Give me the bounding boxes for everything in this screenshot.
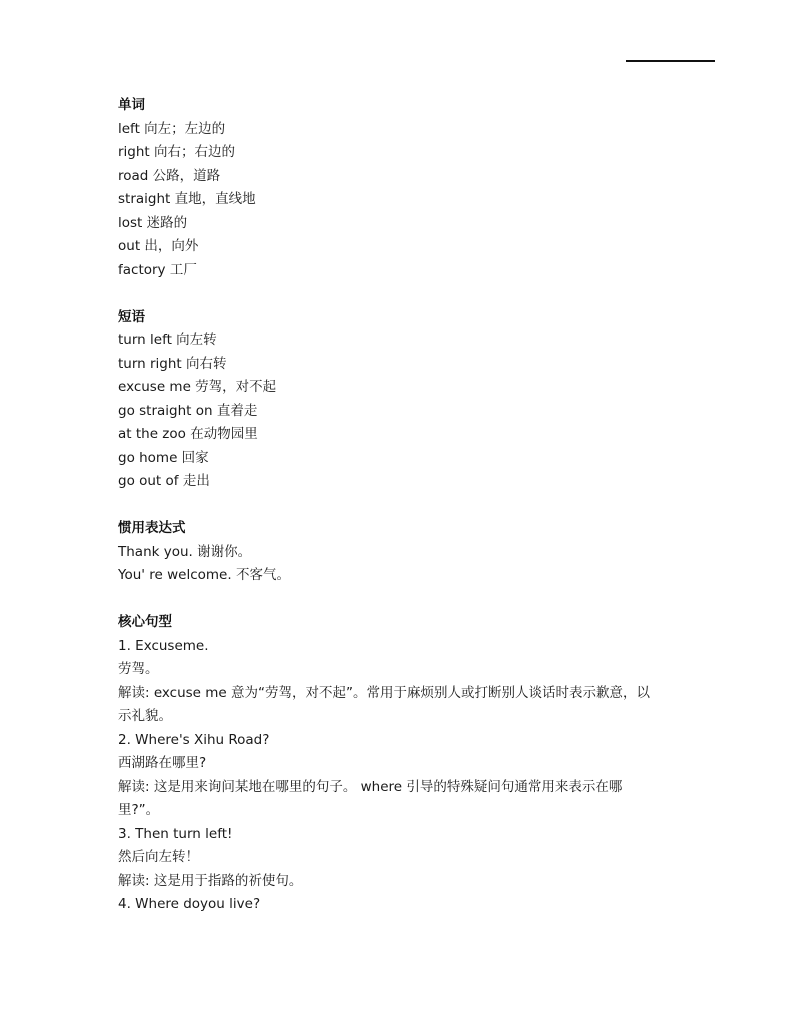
sentence-line: 4. Where doyou live? [118, 896, 261, 912]
phrase-item: go home 回家 [118, 449, 209, 466]
sentence-line: 然后向左转！ [118, 849, 199, 865]
phrase-item: at the zoo 在动物园里 [118, 426, 258, 442]
sentence-line: 劳驾。 [118, 661, 159, 677]
vocab-item: lost 迷路的 [118, 214, 188, 231]
expressions-heading: 惯用表达式 [118, 520, 186, 536]
sentence-line: 解读: 这是用于指路的祈使句。 [118, 872, 303, 889]
vocab-item: factory 工厂 [118, 261, 197, 278]
vocab-item: right 向右；右边的 [118, 144, 236, 160]
expression-item: You' re welcome. 不客气。 [118, 567, 290, 583]
phrase-item: go straight on 直着走 [118, 402, 258, 419]
vocab-item: road 公路，道路 [118, 167, 221, 184]
top-rule [626, 60, 715, 62]
phrase-item: turn right 向右转 [118, 355, 227, 372]
vocab-item: out 出，向外 [118, 238, 199, 254]
sentence-line: 1. Excuseme. [118, 637, 209, 654]
sentence-line: 2. Where's Xihu Road? [118, 731, 270, 748]
sentences-section [118, 611, 718, 917]
sentence-line: 里?”。 [118, 802, 160, 818]
sentence-line: 3. Then turn left! [118, 825, 233, 842]
vocab-item: left 向左；左边的 [118, 120, 226, 137]
vocab-section [118, 94, 718, 282]
expression-item: Thank you. 谢谢你。 [118, 543, 252, 560]
phrases-heading: 短语 [118, 308, 145, 325]
document-body [118, 94, 718, 917]
sentence-line: 解读: excuse me 意为“劳驾，对不起”。常用于麻烦别人或打断别人谈话时表示歉意，以 [118, 684, 651, 701]
sentences-heading: 核心句型 [118, 614, 172, 630]
phrases-section [118, 306, 718, 494]
sentence-line: 示礼貌。 [118, 708, 172, 724]
sentence-line: 西湖路在哪里? [118, 755, 207, 771]
sentence-line: 解读: 这是用来询问某地在哪里的句子。 where 引导的特殊疑问句通常用来表示在哪 [118, 778, 623, 795]
vocab-heading: 单词 [118, 97, 145, 113]
phrase-item: turn left 向左转 [118, 332, 217, 348]
expressions-section [118, 517, 718, 588]
phrase-item: excuse me 劳驾，对不起 [118, 379, 277, 395]
phrase-item: go out of 走出 [118, 473, 210, 489]
vocab-item: straight 直地，直线地 [118, 191, 256, 207]
